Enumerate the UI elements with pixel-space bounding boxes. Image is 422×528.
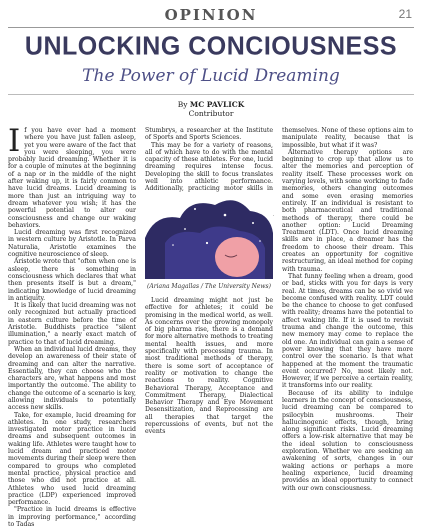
star-icon: [194, 208, 196, 210]
paragraph: Lucid dreaming was first recognized in western culture by Aristotle. In Parva Naturalia, Aristotle examines the cognitive neuroscience of sleep.: [8, 229, 136, 259]
headline: UNLOCKING CONCIOUSNESS: [24, 31, 398, 61]
paragraph: themselves. None of these options aim to manipulate reality, because that is impossible, but what if it was?: [282, 127, 413, 149]
drop-cap: I: [8, 123, 21, 159]
star-icon: [252, 222, 254, 224]
page-number: 21: [398, 7, 412, 21]
paragraph: Because of its ability to indulge learners in the concept of consciousness, lucid dreaming can be compared to psilocybin mushrooms. Their hallucinogenic effects, though, bring along significant risks. Lucid dreaming offers a low-risk alternative that may be the ideal solution to consciousness exploration. Whether we are seeking an awakening of sorts, changes in our waking actions or perhaps a more healing experience, lucid dreaming provides an ideal opportunity to connect with our own consciousness.: [282, 389, 413, 492]
paragraph: Alternative therapy options are beginning to crop up that allow us to alter the memories and perception of reality itself. These processes work on varying levels, with some working to fade memories, others changing outcomes and some even erasing memories entirely. If an individual is resistant to both pharmaceutical and traditional methods of therapy, there could be another option: Lucid Dreaming Treatment (LDT). Once lucid dreaming skills are in place, a dreamer has the freedom to choose their dream. This creates an opportunity for cognitive restructuring, an ideal method for coping with trauma.: [282, 148, 413, 273]
star-icon: [206, 242, 208, 244]
section-title: OPINION: [164, 6, 258, 24]
author-name: MC PAVLICK: [189, 100, 245, 109]
byline-prefix: By: [177, 100, 188, 109]
star-icon: [184, 228, 186, 230]
paragraph: Aristotle wrote that "often when one is asleep, there is something in consciousness which declares that what then presents itself is but a dream," indicating knowledge of lucid dreaming in antiquity.: [8, 258, 136, 302]
star-icon: [259, 240, 261, 242]
dreamer-illustration: [145, 193, 273, 279]
paragraph: Lucid dreaming might not just be effective for athletes; it could be promising in the medical world, as well. As concerns over the growing monopoly of big pharma rise, there is a demand for more alternative methods to treating mental health issues, and more specifically with processing trauma. In most traditional methods of therapy, there is some sort of acceptance of reality or motivation to change the reactions to reality. Cognitive Behavioral Therapy, Acceptance and Commitment Therapy, Dialectical Behavior Therapy and Eye Movement Desensitization, and Reprocessing are all therapies that target the repercussions of events, but not the events: [145, 297, 273, 436]
paragraph: "Practice in lucid dreams is effective in improving performance," according to Tadas: [8, 506, 136, 528]
star-icon: [224, 214, 227, 217]
column-3: [282, 127, 413, 492]
column-2-bottom: [145, 297, 273, 436]
image-caption: (Ariana Magallas / The University News): [147, 283, 271, 290]
paragraph: It is likely that lucid dreaming was not only recognized but actually practiced in eastern culture before the time of Aristotle. Buddhists practice "silent illumination," a nearly exact match of practice to that of lucid dreaming.: [8, 302, 136, 346]
star-icon: [172, 244, 174, 246]
byline: [0, 100, 422, 118]
paragraph: f you have ever had a moment where you have just fallen asleep, yet you were aware of the fact that you were sleeping, you were probably lucid dreaming. Whether it is for a couple of minutes at the beginning of a nap or in the middle of the night after waking up, it is fairly common to have lucid dreams. Lucid dreaming is more than just an intriguing way to dream whatever you wish; it has the powerful potential to alter our consciousness and change our waking behaviors.: [8, 127, 136, 229]
face-shape: [215, 237, 259, 277]
illustration: [145, 193, 273, 279]
column-1: [8, 123, 136, 528]
subhead-rule: [8, 94, 414, 95]
paragraph: This may be for a variety of reasons, all of which have to do with the mental capacity of these athletes. For one, lucid dreaming requires intense focus. Developing the skill to focus translates well into athletic performance. Additionally, practicing motor skills in: [145, 141, 273, 193]
paragraph: That funny feeling when a dream, good or bad, sticks with you for days is very real. At times, dreams can be so vivid we become confused with reality. LDT could be the chance to choose to get confused with reality; dreams have the potential to affect waking life. If it is used to revisit trauma and change the outcome, this new memory may come to replace the old one. An individual can gain a sense of power knowing that they have more control over the scenario. Is that what happened at the moment the traumatic event occurred? No, most likely not. However, if we perceive a certain reality, it transforms into our reality.: [282, 272, 413, 390]
paragraph: Stumbrys, a researcher at the Institute of Sports and Sports Sciences.: [145, 127, 273, 142]
star-icon: [162, 212, 164, 214]
header-rule: [8, 27, 414, 28]
paragraph: Take, for example, lucid dreaming for athletes. In one study, researchers investigated motor practice in lucid dreams and subsequent outcomes in waking life. Athletes were taught how to lucid dream and practiced motor movements during their sleep were then compared to groups who completed mental practice, physical practice and those who did not practice at all. Athletes who used lucid dreaming practice (LDP) experienced improved performance.: [8, 411, 136, 507]
paragraph: When an individual lucid dreams, they develop an awareness of their state of dreaming and can alter the narrative. Essentially, they can choose who the characters are, what happens and most importantly the outcome. The ability to change the outcome of a scenario is key, allowing individuals to potentially access new skills.: [8, 345, 136, 412]
author-role: Contributor: [188, 109, 234, 118]
subheadline: The Power of Lucid Dreaming: [82, 66, 340, 86]
